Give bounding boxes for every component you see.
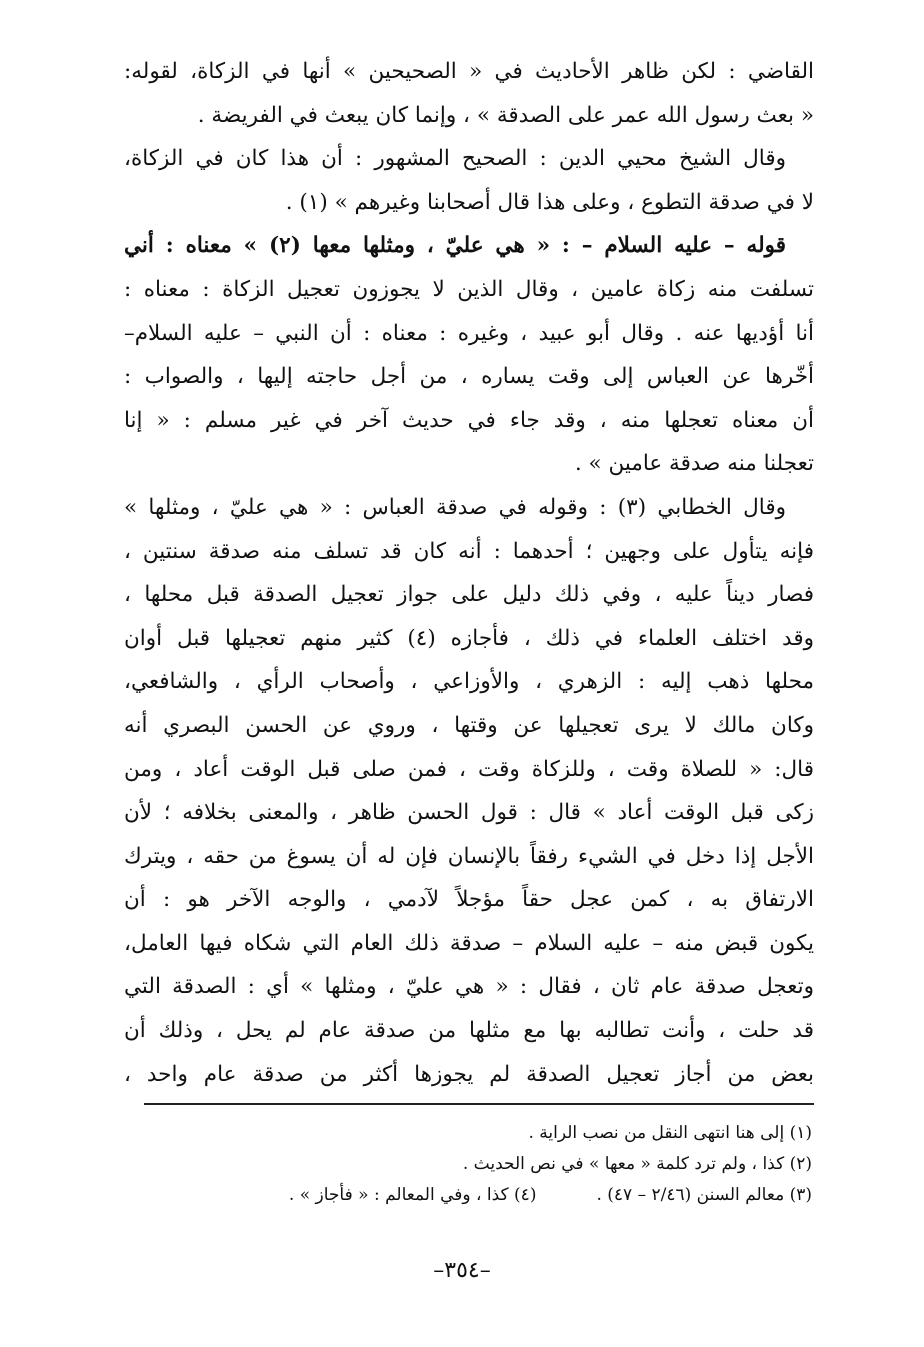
text-line: يكون قبض منه – عليه السلام – صدقة ذلك العام التي شكاه فيها العامل، — [124, 930, 814, 956]
text-line: وقال الخطابي (٣) : وقوله في صدقة العباس : « هي عليّ ، ومثلها » — [124, 494, 786, 520]
page-number: –٣٥٤– — [433, 1258, 491, 1283]
text-line: زكى قبل الوقت أعاد » قال : قول الحسن ظاهر ، والمعنى بخلافه ؛ لأن — [124, 800, 814, 826]
footnote-divider — [144, 1103, 814, 1105]
text-line: أن معناه تعجلها منه ، وقد جاء في حديث آخر في غير مسلم : « إنا — [124, 407, 814, 433]
text-line: تعجلنا منه صدقة عامين » . — [574, 451, 814, 477]
footnote-3: (٣) معالم السنن (٢/٤٦ – ٤٧) . — [596, 1185, 812, 1205]
text-line: القاضي : لكن ظاهر الأحاديث في « الصحيحين » أنها في الزكاة، لقوله: — [124, 59, 814, 84]
text-line: الأجل إذا دخل في الشيء رفقاً بالإنسان فإن له أن يسوغ من حقه ، ويترك — [124, 843, 814, 869]
footnote-row — [112, 1180, 812, 1211]
text-line: وكان مالك لا يرى تعجيلها عن وقتها ، وروي عن الحسن البصري أنه — [124, 712, 814, 738]
text-line: أخّرها عن العباس إلى وقت يساره ، من أجل حاجته إليها ، والصواب : — [124, 364, 814, 390]
text-line: وتعجل صدقة عام ثان ، فقال : « هي عليّ ، ومثلها » أي : الصدقة التي — [124, 974, 814, 1000]
text-line: الارتفاق به ، كمن عجل حقاً مؤجلاً لآدمي ، والوجه الآخر هو : أن — [124, 887, 814, 913]
text-line: تسلفت منه زكاة عامين ، وقال الذين لا يجوزون تعجيل الزكاة : معناه : — [124, 276, 814, 302]
text-line: وقال الشيخ محيي الدين : الصحيح المشهور : أن هذا كان في الزكاة، — [124, 146, 786, 172]
text-line: قوله – عليه السلام – : « هي عليّ ، ومثلها معها (٢) » معناه : أني — [124, 233, 787, 259]
text-line: « بعث رسول الله عمر على الصدقة » ، وإنما كان يبعث في الفريضة . — [197, 102, 814, 128]
text-line: فصار ديناً عليه ، وفي ذلك دليل على جواز تعجيل الصدقة قبل محلها ، — [124, 582, 814, 608]
text-line: محلها ذهب إليه : الزهري ، والأوزاعي ، وأصحاب الرأي ، والشافعي، — [124, 669, 814, 695]
text-line: قد حلت ، وأنت تطالبه بها مع مثلها من صدقة عام لم يحل ، وذلك أن — [124, 1018, 814, 1044]
footnote-1: (١) إلى هنا انتهى النقل من نصب الراية . — [528, 1123, 812, 1143]
text-line: بعض من أجاز تعجيل الصدقة لم يجوزها أكثر من صدقة عام واحد ، — [124, 1061, 814, 1087]
footnote-4: (٤) كذا ، وفي المعالم : « فأجاز » . — [288, 1185, 537, 1205]
main-text — [124, 50, 814, 1096]
text-line: لا في صدقة التطوع ، وعلى هذا قال أصحابنا وغيرهم » (١) . — [285, 189, 814, 215]
text-line: فإنه يتأول على وجهين ؛ أحدهما : أنه كان قد تسلف منه صدقة سنتين ، — [124, 538, 814, 564]
text-line: وقد اختلف العلماء في ذلك ، فأجازه (٤) كثير منهم تعجيلها قبل أوان — [124, 625, 814, 651]
footnotes — [112, 1118, 812, 1211]
text-line: أنا أؤديها عنه . وقال أبو عبيد ، وغيره : معناه : أن النبي – عليه السلام– — [124, 320, 814, 346]
footnote-2: (٢) كذا ، ولم ترد كلمة « معها » في نص الحديث . — [462, 1154, 812, 1174]
text-line: قال: « للصلاة وقت ، وللزكاة وقت ، فمن صلى قبل الوقت أعاد ، ومن — [124, 756, 814, 782]
